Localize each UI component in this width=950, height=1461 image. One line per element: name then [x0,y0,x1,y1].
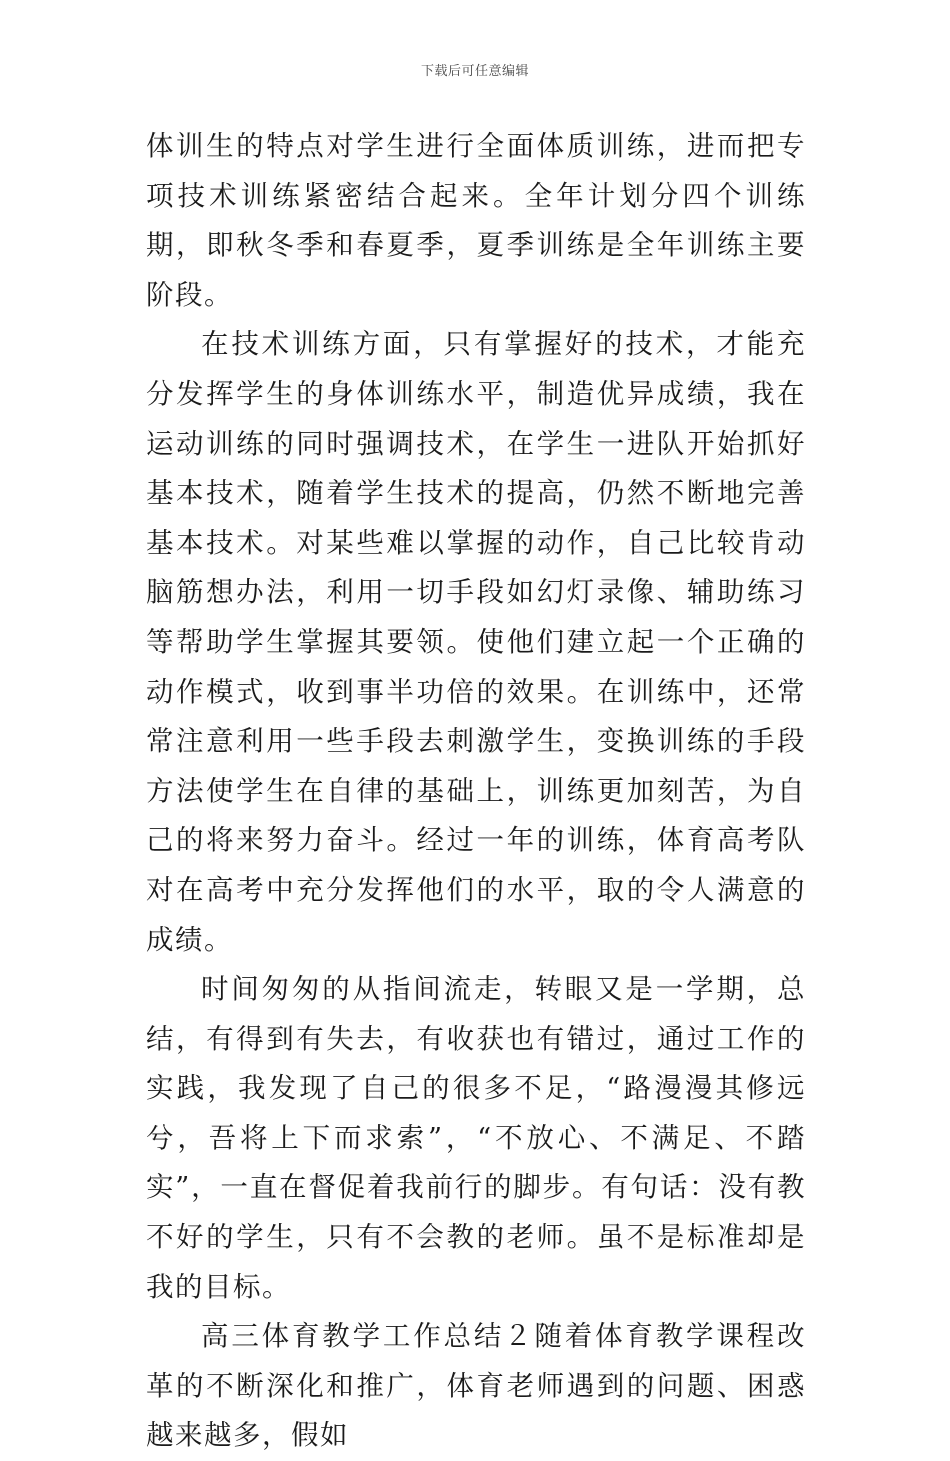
paragraph-continuation: 体训生的特点对学生进行全面体质训练，进而把专项技术训练紧密结合起来。全年计划分四个训练期，即秋冬季和春夏季，夏季训练是全年训练主要阶段。 [146,130,806,311]
page-header-note: 下载后可任意编辑 [420,64,529,79]
paragraph-summary-two: 高三体育教学工作总结２随着体育教学课程改革的不断深化和推广，体育老师遇到的问题、困惑越来越多，假如 [146,1320,806,1452]
document-body [146,122,806,1461]
paragraph-technical-training: 在技术训练方面，只有掌握好的技术，才能充分发挥学生的身体训练水平，制造优异成绩，我在运动训练的同时强调技术，在学生一进队开始抓好基本技术，随着学生技术的提高，仍然不断地完善基本技术。对某些难以掌握的动作，自己比较肯动脑筋想办法，利用一切手段如幻灯录像、辅助练习等帮助学生掌握其要领。使他们建立起一个正确的动作模式，收到事半功倍的效果。在训练中，还常常注意利用一些手段去刺激学生，变换训练的手段方法使学生在自律的基础上，训练更加刻苦，为自己的将来努力奋斗。经过一年的训练，体育高考队对在高考中充分发挥他们的水平，取的令人满意的成绩。 [146,328,806,956]
paragraph-reflection: 时间匆匆的从指间流走，转眼又是一学期，总结，有得到有失去，有收获也有错过，通过工作的实践，我发现了自己的很多不足，“路漫漫其修远兮，吾将上下而求索”，“不放心、不满足、不踏实”，一直在督促着我前行的脚步。有句话：没有教不好的学生，只有不会教的老师。虽不是标准却是我的目标。 [146,973,806,1303]
